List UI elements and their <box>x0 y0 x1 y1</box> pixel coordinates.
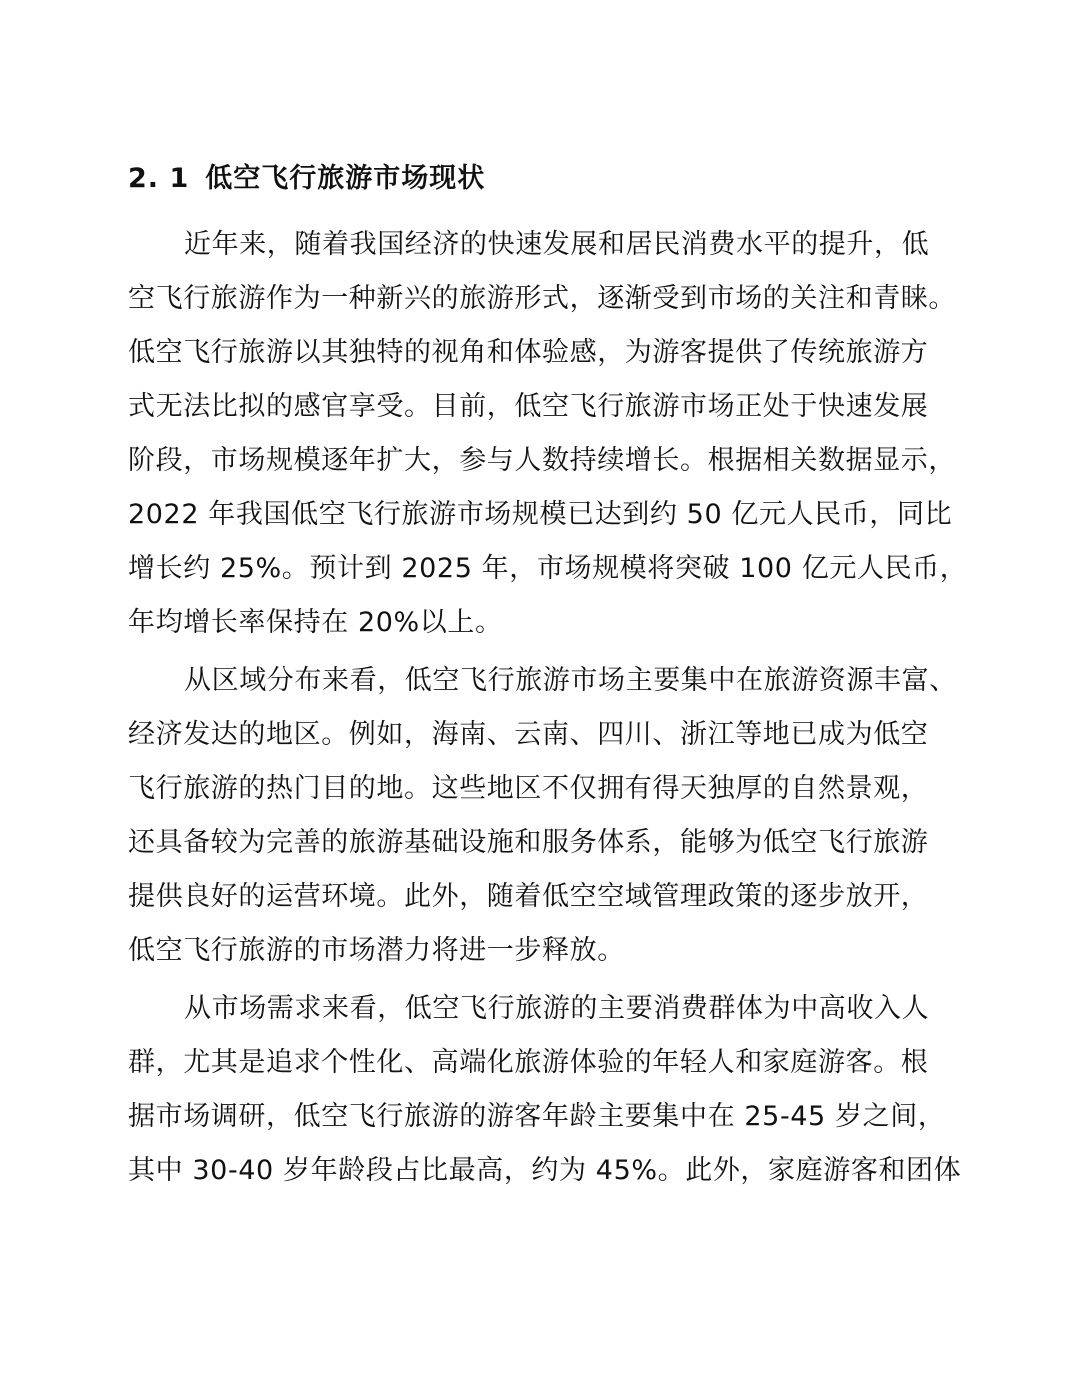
paragraph-1-line-3: 低空飞行旅游以其独特的视角和体验感，为游客提供了传统旅游方 <box>128 337 929 368</box>
paragraph-2-line-1: 从区域分布来看，低空飞行旅游市场主要集中在旅游资源丰富、 <box>184 665 957 696</box>
paragraph-3-line-4: 其中 30-40 岁年龄段占比最高，约为 45%。此外，家庭游客和团体 <box>128 1155 962 1186</box>
section-number: 2. 1 <box>128 163 190 194</box>
paragraph-1-line-7: 增长约 25%。预计到 2025 年，市场规模将突破 100 亿元人民币， <box>128 553 968 584</box>
paragraph-1-line-1: 近年来，随着我国经济的快速发展和居民消费水平的提升，低 <box>184 229 930 260</box>
paragraph-1-line-8: 年均增长率保持在 20%以上。 <box>128 607 503 638</box>
section-heading <box>128 156 485 202</box>
paragraph-3-line-2: 群，尤其是追求个性化、高端化旅游体验的年轻人和家庭游客。根 <box>128 1047 929 1078</box>
section-title: 低空飞行旅游市场现状 <box>205 163 486 194</box>
paragraph-3-line-3: 据市场调研，低空飞行旅游的游客年龄主要集中在 25-45 岁之间， <box>128 1101 946 1132</box>
paragraph-2-line-2: 经济发达的地区。例如，海南、云南、四川、浙江等地已成为低空 <box>128 719 929 750</box>
paragraph-1-line-6: 2022 年我国低空飞行旅游市场规模已达到约 50 亿元人民币，同比 <box>128 499 953 530</box>
paragraph-1-line-5: 阶段，市场规模逐年扩大，参与人数持续增长。根据相关数据显示， <box>128 445 956 476</box>
paragraph-3-line-1: 从市场需求来看，低空飞行旅游的主要消费群体为中高收入人 <box>184 993 930 1024</box>
paragraph-2-line-6: 低空飞行旅游的市场潜力将进一步释放。 <box>128 935 625 966</box>
paragraph-1-line-2: 空飞行旅游作为一种新兴的旅游形式，逐渐受到市场的关注和青睐。 <box>128 283 956 314</box>
paragraph-2-line-4: 还具备较为完善的旅游基础设施和服务体系，能够为低空飞行旅游 <box>128 827 929 858</box>
paragraph-2-line-5: 提供良好的运营环境。此外，随着低空空域管理政策的逐步放开， <box>128 881 929 912</box>
paragraph-2-line-3: 飞行旅游的热门目的地。这些地区不仅拥有得天独厚的自然景观， <box>128 773 929 804</box>
paragraph-1-line-4: 式无法比拟的感官享受。目前，低空飞行旅游市场正处于快速发展 <box>128 391 929 422</box>
